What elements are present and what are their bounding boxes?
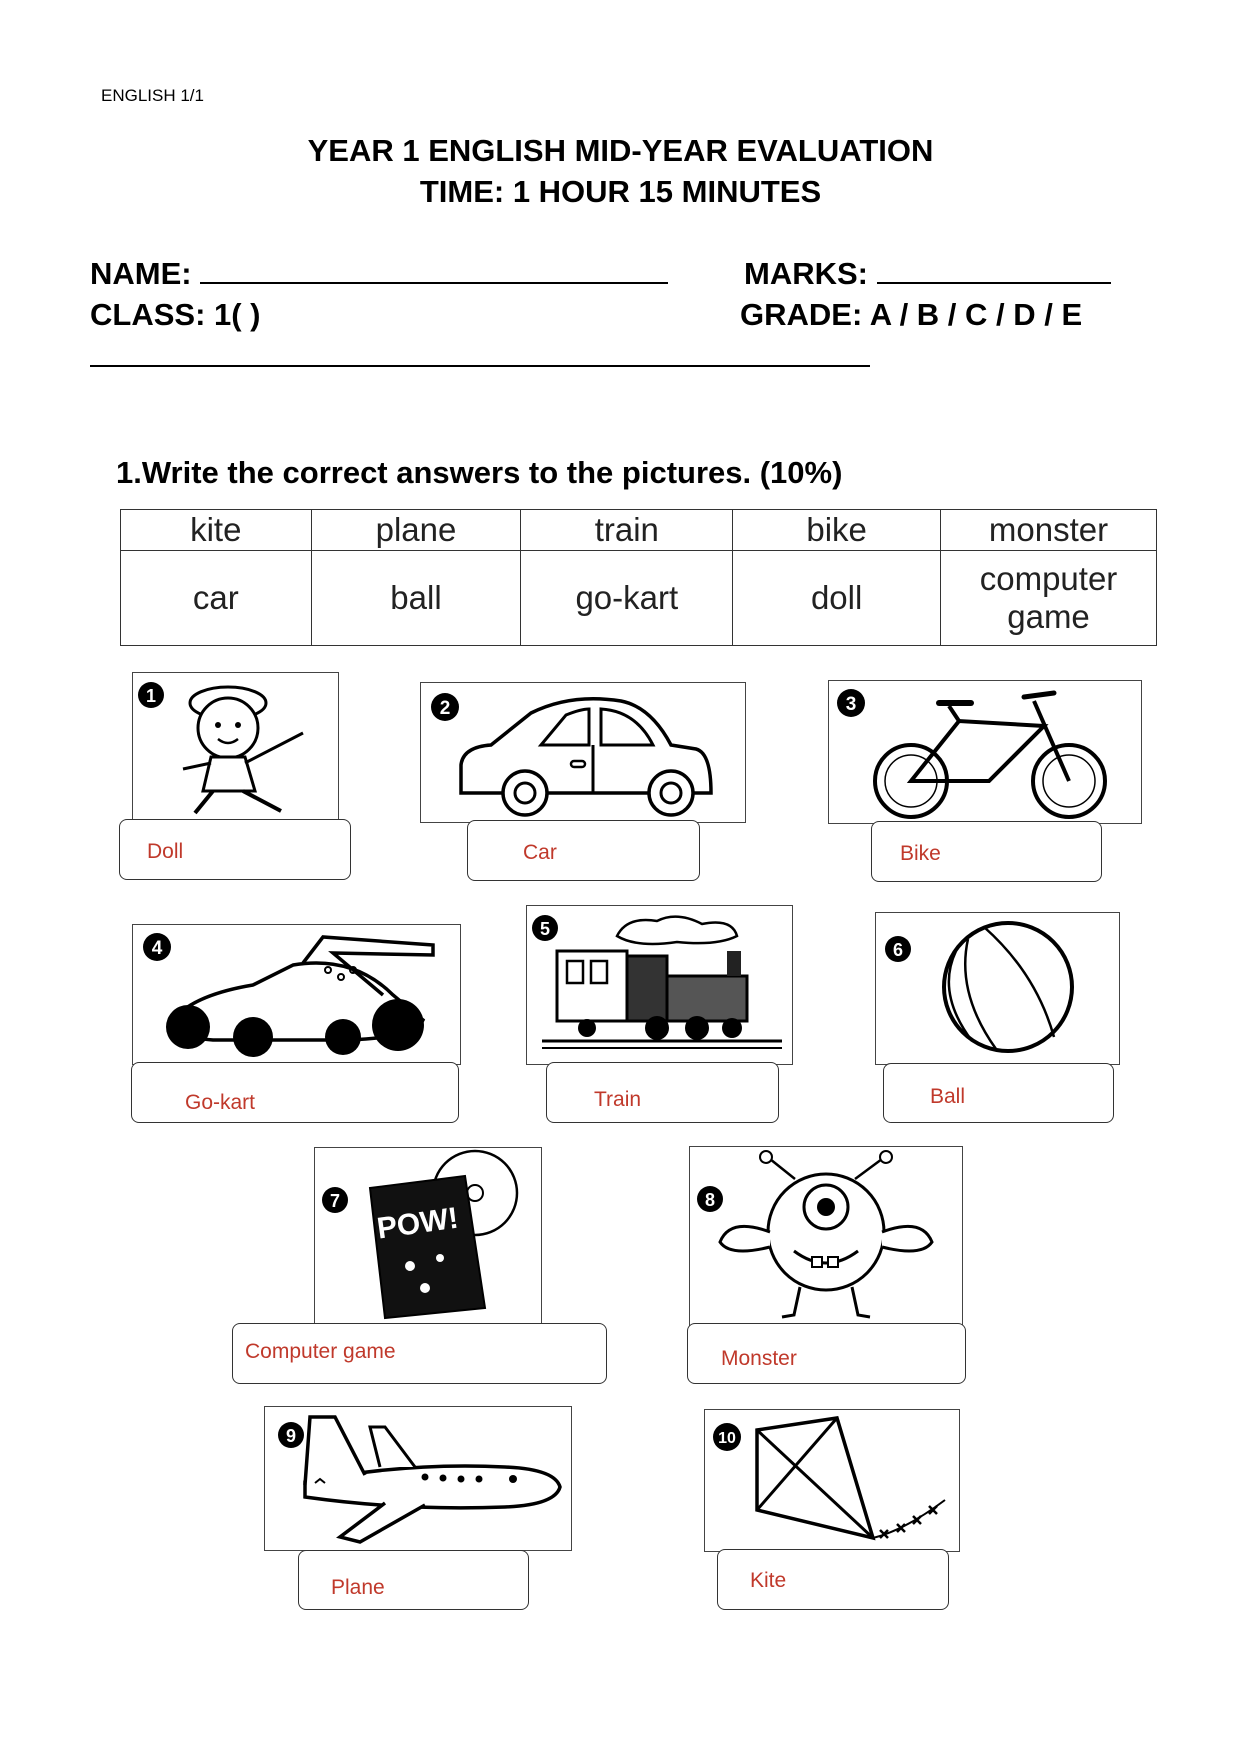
marks-field bbox=[744, 256, 1111, 292]
subject-code: ENGLISH 1/1 bbox=[101, 86, 204, 105]
picture-number: 2 bbox=[439, 698, 451, 719]
picture-number: 10 bbox=[718, 1430, 736, 1447]
computer-game-icon bbox=[315, 1148, 541, 1326]
picture-9 bbox=[264, 1406, 572, 1551]
picture-number: 7 bbox=[329, 1191, 341, 1211]
answer-text: Doll bbox=[147, 840, 184, 863]
ball-icon bbox=[876, 913, 1119, 1064]
answer-box-3[interactable] bbox=[871, 821, 1102, 882]
answer-text: Ball bbox=[930, 1085, 966, 1108]
answer-box-10[interactable] bbox=[717, 1549, 949, 1610]
word-bank-cell: monster bbox=[941, 510, 1157, 551]
answer-text: Train bbox=[594, 1088, 642, 1111]
word-bank-cell: plane bbox=[311, 510, 521, 551]
picture-2 bbox=[420, 682, 746, 823]
answer-text: Computer game bbox=[245, 1340, 396, 1363]
answer-box-5[interactable] bbox=[546, 1062, 779, 1123]
picture-7 bbox=[314, 1147, 542, 1327]
go-kart-icon bbox=[133, 925, 460, 1064]
train-icon bbox=[527, 906, 792, 1064]
kite-icon bbox=[705, 1410, 959, 1551]
picture-number: 3 bbox=[845, 694, 857, 715]
word-bank-cell: train bbox=[521, 510, 733, 551]
answer-box-9[interactable] bbox=[298, 1550, 529, 1610]
picture-6 bbox=[875, 912, 1120, 1065]
answer-box-7[interactable] bbox=[232, 1323, 607, 1384]
exam-title: YEAR 1 ENGLISH MID-YEAR EVALUATION bbox=[307, 133, 934, 168]
exam-duration: TIME: 1 HOUR 15 MINUTES bbox=[419, 174, 822, 209]
picture-number: 9 bbox=[285, 1426, 297, 1446]
answer-text: Bike bbox=[900, 842, 941, 865]
picture-number: 8 bbox=[704, 1190, 716, 1210]
name-field bbox=[90, 256, 668, 292]
picture-number: 6 bbox=[892, 940, 904, 960]
picture-3 bbox=[828, 680, 1142, 824]
word-bank-cell: ball bbox=[311, 551, 521, 646]
answer-text: Monster bbox=[721, 1347, 797, 1370]
car-icon bbox=[421, 683, 745, 822]
answer-box-8[interactable] bbox=[687, 1323, 966, 1384]
answer-text: Kite bbox=[750, 1569, 787, 1592]
answer-box-6[interactable] bbox=[883, 1063, 1114, 1123]
answer-text: Go-kart bbox=[185, 1091, 256, 1114]
plane-icon bbox=[265, 1407, 571, 1550]
answer-text: Car bbox=[523, 841, 557, 864]
bike-icon bbox=[829, 681, 1141, 823]
picture-number: 1 bbox=[145, 686, 157, 706]
word-bank-cell: kite bbox=[121, 510, 312, 551]
word-bank-cell: computer game bbox=[941, 551, 1157, 646]
answer-text: Plane bbox=[331, 1576, 385, 1599]
game-box-text: POW! bbox=[374, 1201, 461, 1246]
picture-1 bbox=[132, 672, 339, 822]
picture-5 bbox=[526, 905, 793, 1065]
marks-blank[interactable] bbox=[877, 256, 1111, 284]
marks-label: MARKS: bbox=[744, 256, 868, 291]
picture-number: 5 bbox=[539, 919, 551, 939]
question-1-instruction: 1.Write the correct answers to the pictures. (10%) bbox=[116, 455, 843, 490]
picture-number: 4 bbox=[151, 938, 163, 959]
word-bank-table bbox=[120, 509, 1157, 646]
header-divider bbox=[90, 365, 870, 367]
word-bank-cell: doll bbox=[733, 551, 941, 646]
word-bank-cell: go-kart bbox=[521, 551, 733, 646]
answer-box-1[interactable] bbox=[119, 819, 351, 880]
name-label: NAME: bbox=[90, 256, 192, 291]
word-bank-cell: bike bbox=[733, 510, 941, 551]
picture-8 bbox=[689, 1146, 963, 1326]
grade-field[interactable]: GRADE: A / B / C / D / E bbox=[740, 297, 1083, 332]
picture-4 bbox=[132, 924, 461, 1065]
doll-icon bbox=[133, 673, 338, 821]
name-blank[interactable] bbox=[200, 256, 668, 284]
word-bank-cell: car bbox=[121, 551, 312, 646]
monster-icon bbox=[690, 1147, 962, 1325]
answer-box-2[interactable] bbox=[467, 820, 700, 881]
picture-10 bbox=[704, 1409, 960, 1552]
class-field[interactable]: CLASS: 1( ) bbox=[90, 297, 261, 332]
answer-box-4[interactable] bbox=[131, 1062, 459, 1123]
